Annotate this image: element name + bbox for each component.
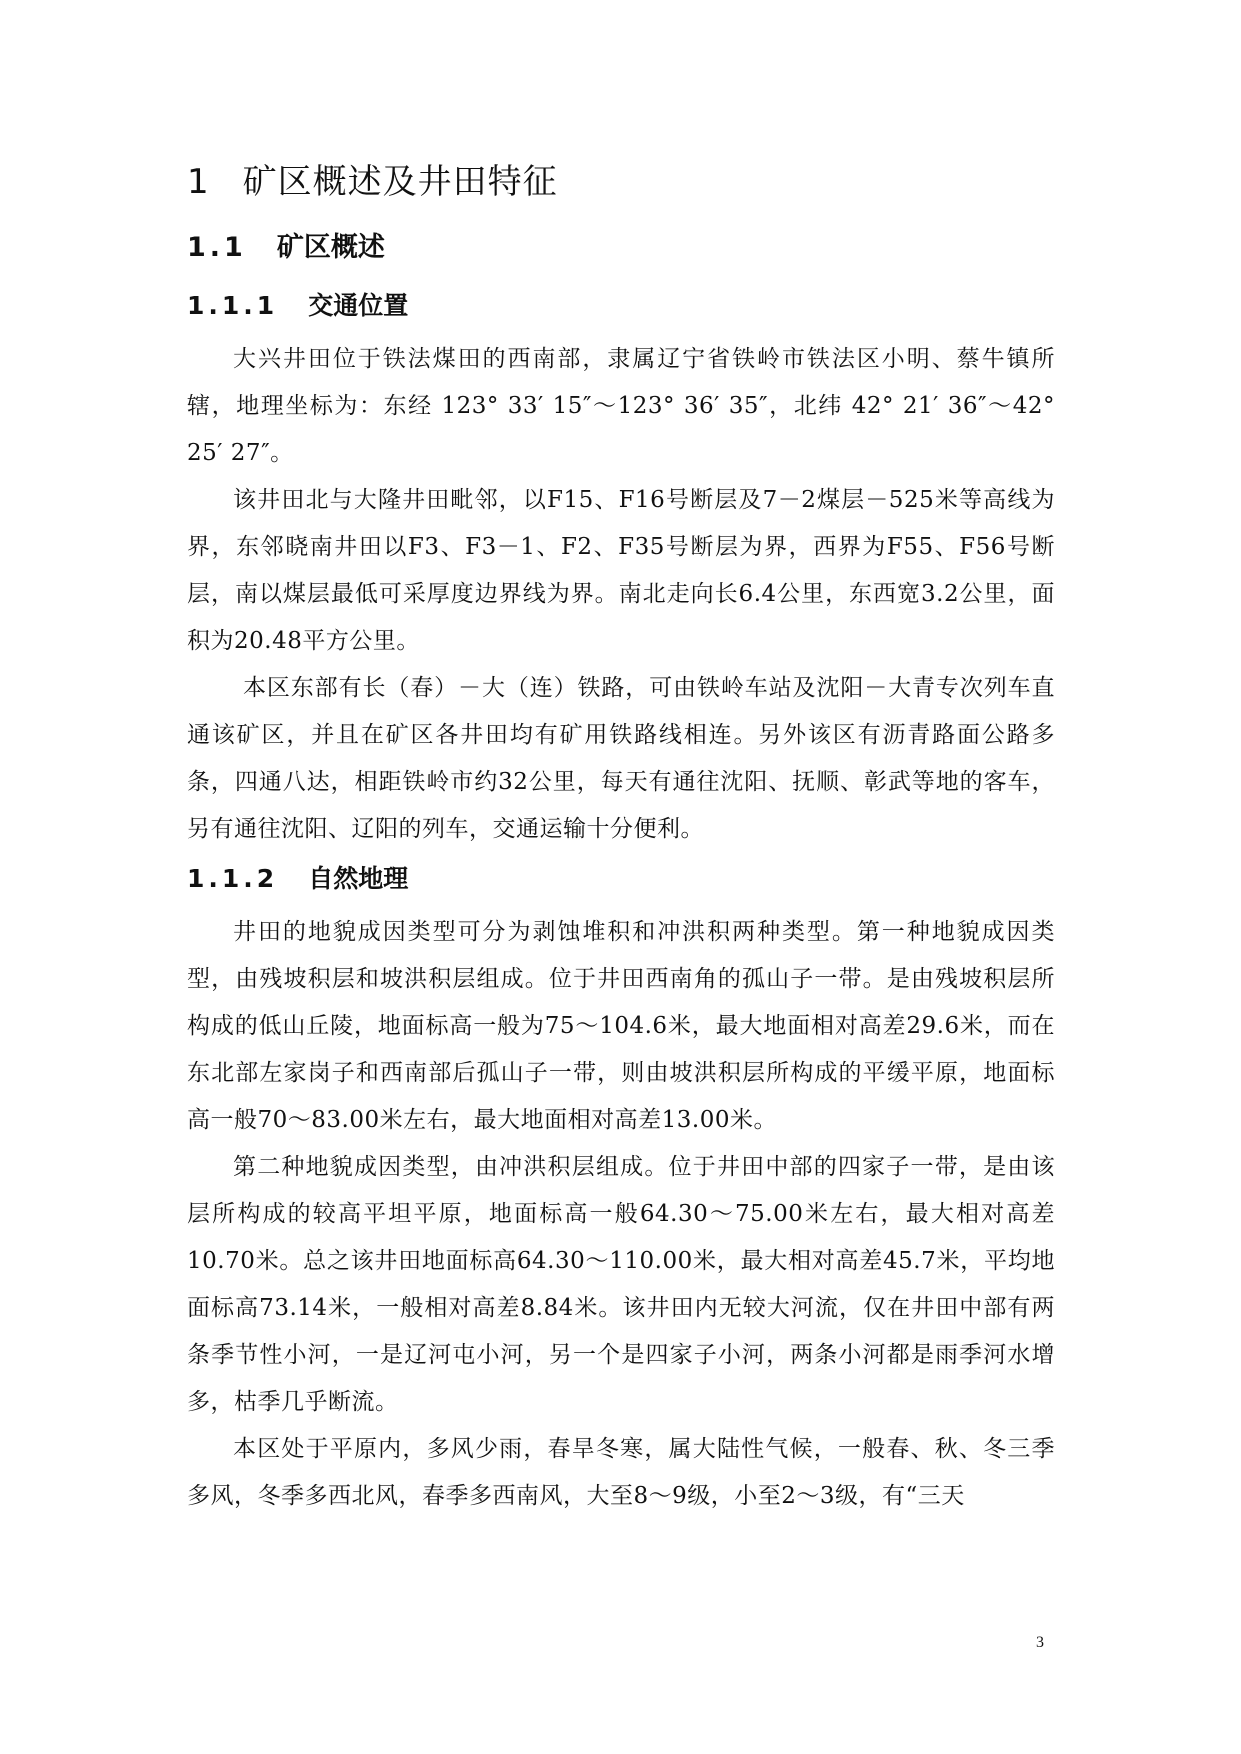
paragraph: 第二种地貌成因类型，由冲洪积层组成。位于井田中部的四家子一带，是由该层所构成的较高平坦平原，地面标高一般64.30～75.00米左右，最大相对高差10.70米。总之该井田地面标高64.30～110.00米，最大相对高差45.7米，平均地面标高73.14米，一般相对高差8.84米。该井田内无较大河流，仅在井田中部有两条季节性小河，一是辽河屯小河，另一个是四家子小河，两条小河都是雨季河水增多，枯季几乎断流。	[187, 1154, 1055, 1415]
paragraph: 本区东部有长（春）－大（连）铁路，可由铁岭车站及沈阳－大青专次列车直通该矿区，并且在矿区各井田均有矿用铁路线相连。另外该区有沥青路面公路多条，四通八达，相距铁岭市约32公里，每天有通往沈阳、抚顺、彰武等地的客车，另有通往沈阳、辽阳的列车，交通运输十分便利。	[187, 675, 1055, 842]
section-title: 矿区概述	[276, 232, 385, 263]
page-content	[187, 160, 1055, 1520]
chapter-number: 1	[187, 162, 213, 202]
chapter-title: 矿区概述及井田特征	[242, 162, 558, 202]
section-heading	[187, 228, 1055, 268]
chapter-heading	[187, 160, 1055, 204]
page-number: 3	[1036, 1634, 1044, 1651]
subsection-heading	[187, 286, 1055, 326]
subsection-title: 交通位置	[308, 291, 409, 320]
subsection-title: 自然地理	[308, 864, 409, 893]
subsection-number: 1.1.2	[187, 864, 279, 893]
subsection-number: 1.1.1	[187, 291, 279, 320]
paragraph: 井田的地貌成因类型可分为剥蚀堆积和冲洪积两种类型。第一种地貌成因类型，由残坡积层和坡洪积层组成。位于井田西南角的孤山子一带。是由残坡积层所构成的低山丘陵，地面标高一般为75～104.6米，最大地面相对高差29.6米，而在东北部左家岗子和西南部后孤山子一带，则由坡洪积层所构成的平缓平原，地面标高一般70～83.00米左右，最大地面相对高差13.00米。	[187, 919, 1055, 1133]
section-number: 1.1	[187, 232, 247, 263]
paragraph: 大兴井田位于铁法煤田的西南部，隶属辽宁省铁岭市铁法区小明、蔡牛镇所辖，地理坐标为：东经 123° 33′ 15″～123° 36′ 35″，北纬 42° 21′ 36″～42° 25′ 27″。	[187, 346, 1055, 466]
paragraph: 本区处于平原内，多风少雨，春旱冬寒，属大陆性气候，一般春、秋、冬三季多风，冬季多西北风，春季多西南风，大至8～9级，小至2～3级，有“三天	[187, 1436, 1055, 1509]
subsection-heading	[187, 859, 1055, 899]
paragraph: 该井田北与大隆井田毗邻，以F15、F16号断层及7－2煤层－525米等高线为界，东邻晓南井田以F3、F3－1、F2、F35号断层为界，西界为F55、F56号断层，南以煤层最低可采厚度边界线为界。南北走向长6.4公里，东西宽3.2公里，面积为20.48平方公里。	[187, 487, 1055, 654]
